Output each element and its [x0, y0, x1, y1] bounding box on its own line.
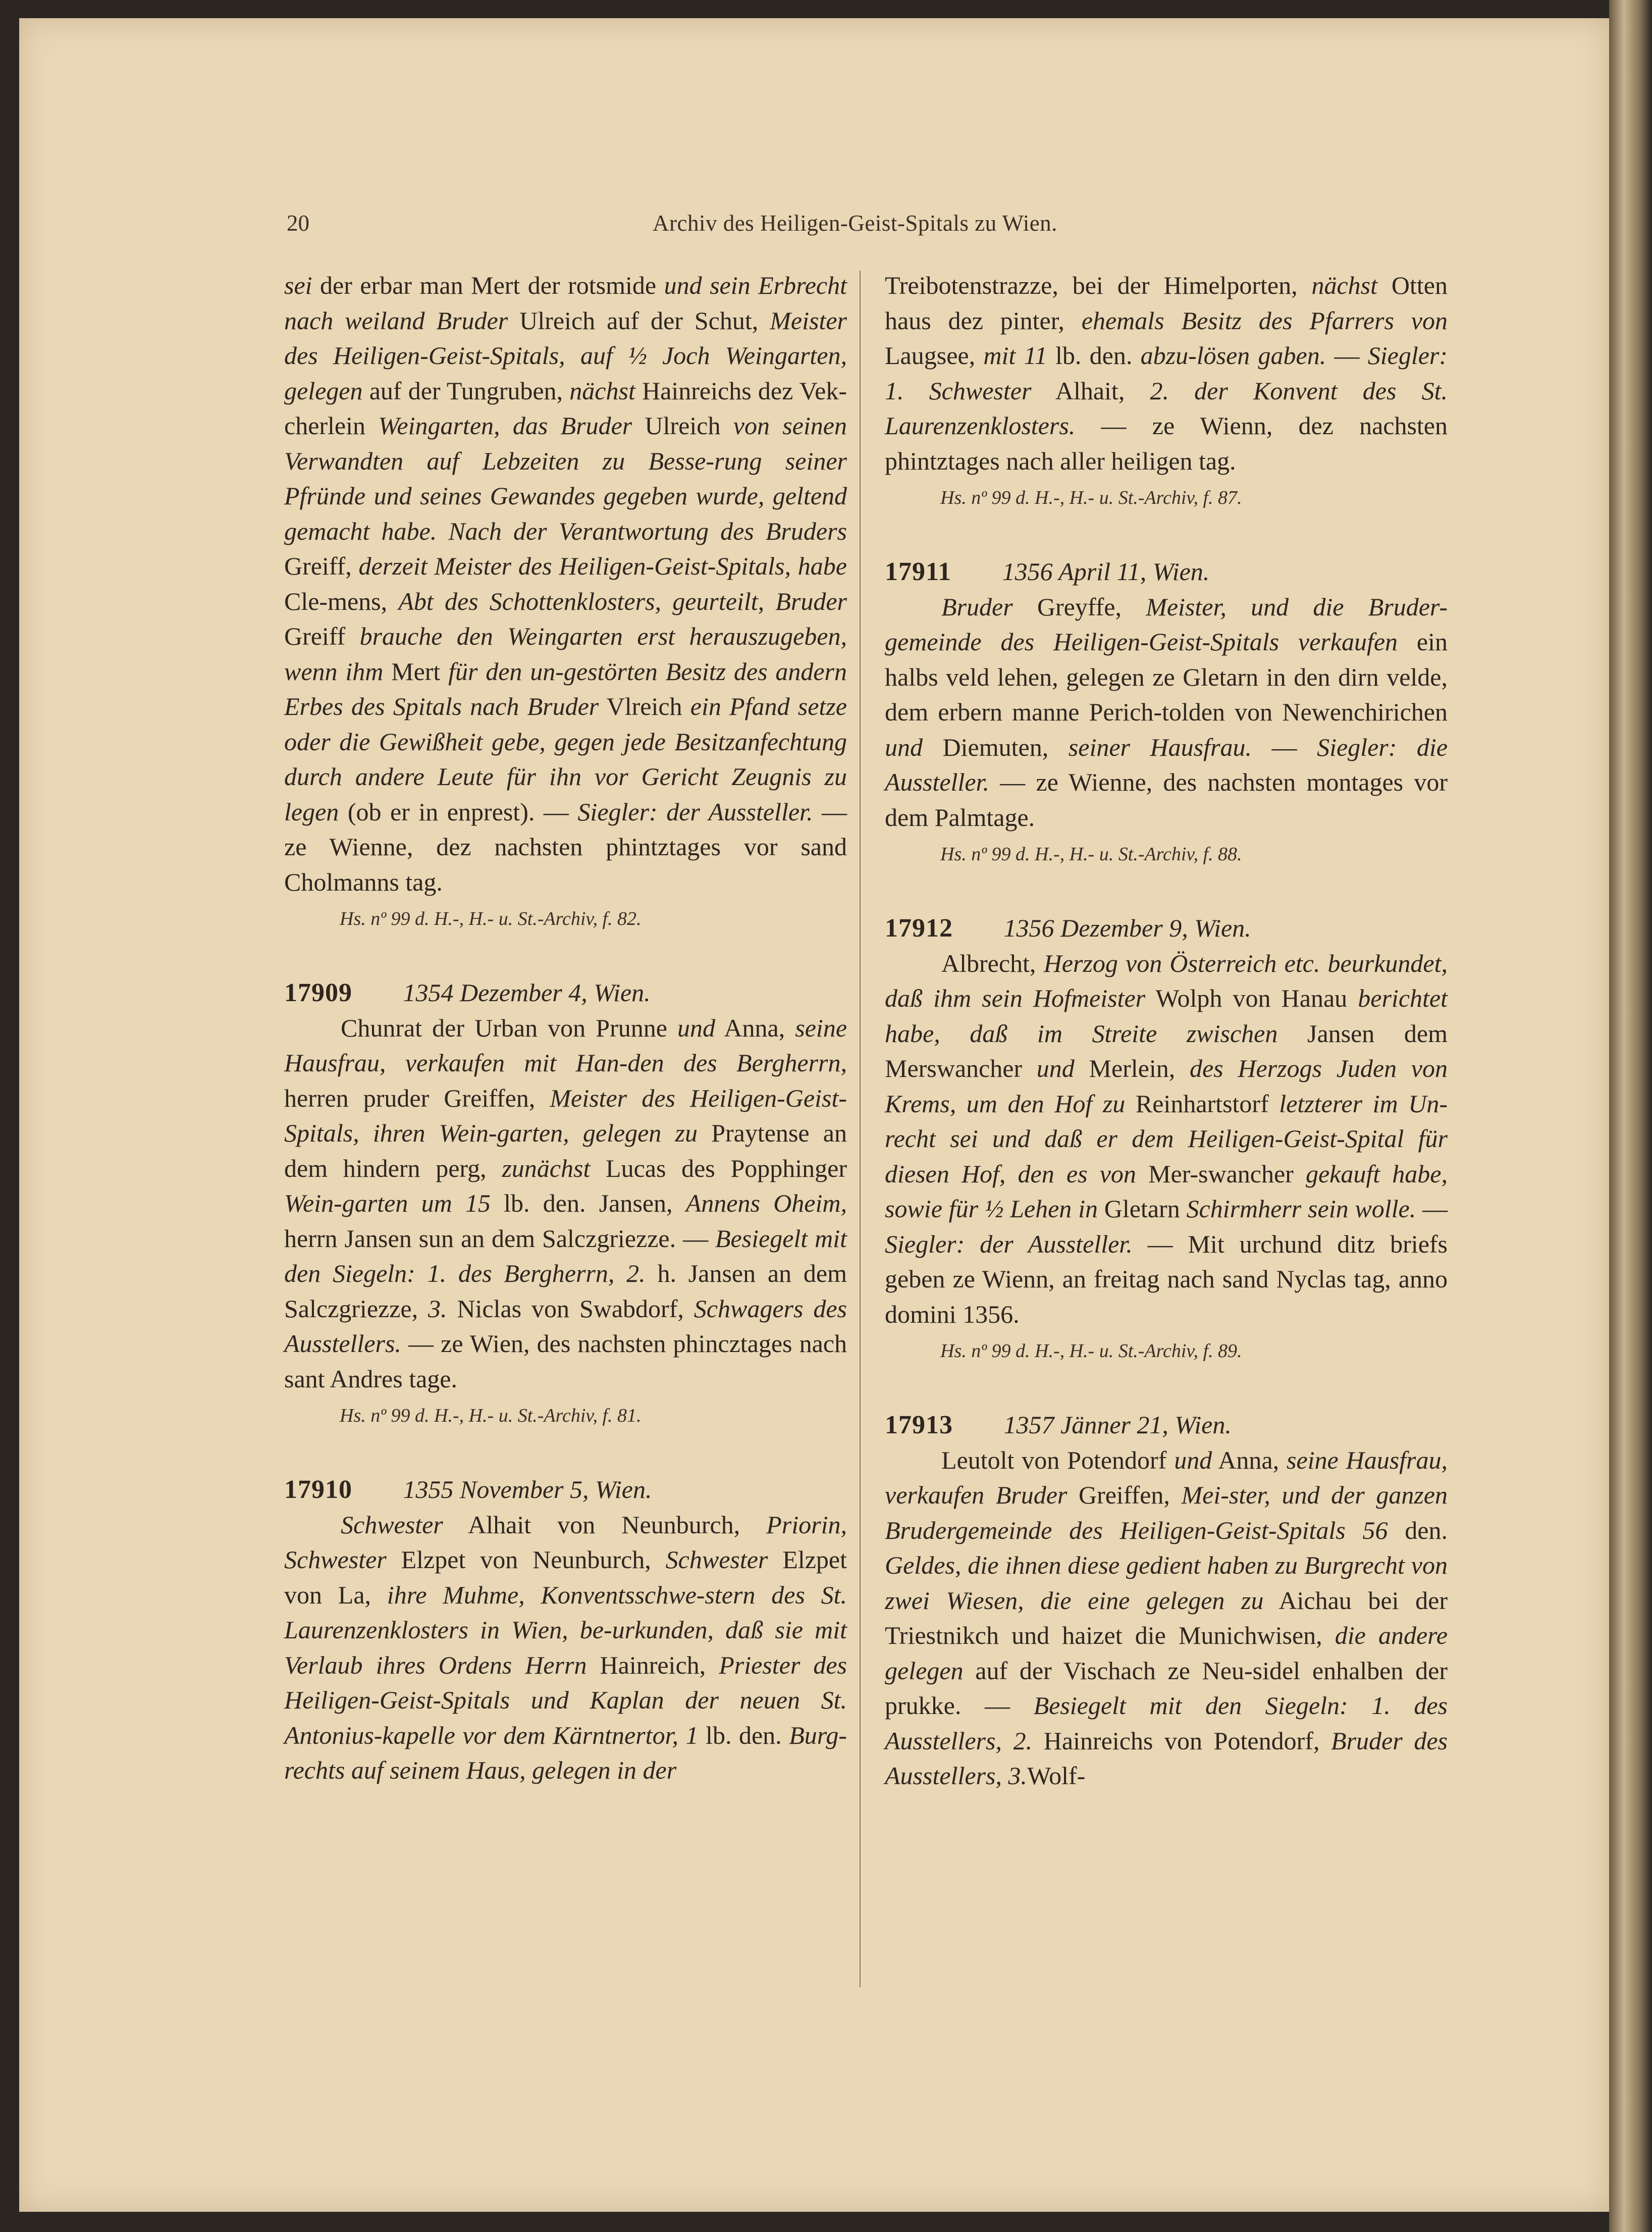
entry-text: Albrecht, Herzog von Österreich etc. beurkundet, daß ihm sein Hofmeister Wolph von Hanau berichtet habe, daß im Streite zwischen Jansen dem Merswancher und Merlein, des Herzogs Juden von Krems, um den Hof zu Reinhartstorf letzterer im Un-recht sei und daß er dem Heiligen-Geist-Spital für diesen Hof, den es von Mer-swancher gekauft habe, sowie für ½ Lehen in Gletarn Schirmherr sein wolle. — Siegler: der Aussteller. — Mit urchund ditz briefs geben ze Wienn, an freitag nach sand Nyclas tag, anno domini 1356. [885, 949, 1448, 1328]
page-number: 20 [287, 211, 309, 236]
charter-entry [284, 975, 847, 1431]
page-header [19, 210, 1609, 250]
charter-entry [885, 554, 1448, 869]
charter-entry [885, 911, 1448, 1366]
entry-date: 1354 Dezember 4, Wien. [403, 978, 651, 1007]
column-divider [860, 271, 861, 1987]
entry-number: 17913 [885, 1411, 953, 1439]
charter-entry [885, 1408, 1448, 1794]
entry-text: Chunrat der Urban von Prunne und Anna, seine Hausfrau, verkaufen mit Han-den des Bergherrn, herren pruder Greiffen, Meister des Heiligen-Geist-Spitals, ihren Wein-garten, gelegen zu Praytense an dem hindern perg, zunächst Lucas des Popphinger Wein-garten um 15 lb. den. Jansen, Annens Oheim, herrn Jansen sun an dem Salczgriezze. — Besiegelt mit den Siegeln: 1. des Bergherrn, 2. h. Jansen an dem Salczgriezze, 3. Niclas von Swabdorf, Schwagers des Ausstellers. — ze Wien, des nachsten phincztages nach sant Andres tage. [284, 1013, 847, 1393]
entry-date: 1355 November 5, Wien. [403, 1475, 652, 1503]
left-column [284, 268, 847, 1788]
book-spine [1609, 0, 1652, 2232]
document-page [19, 18, 1609, 2212]
entry-text: Schwester Alhait von Neunburch, Priorin, Schwester Elzpet von Neunburch, Schwester Elzpet von La, ihre Muhme, Konventsschwe-stern des St. Laurenzenklosters in Wien, be-urkunden, daß sie mit Verlaub ihres Ordens Herrn Hainreich, Priester des Heiligen-Geist-Spitals und Kaplan der neuen St. Antonius-kapelle vor dem Kärntnertor, 1 lb. den. Burg-rechts auf seinem Haus, gelegen in der [284, 1510, 847, 1784]
entry-number: 17912 [885, 914, 953, 943]
source-citation: Hs. nº 99 d. H.-, H.- u. St.-Archiv, f. 87. [940, 487, 1242, 508]
entry-number: 17909 [284, 978, 352, 1007]
source-citation: Hs. nº 99 d. H.-, H.- u. St.-Archiv, f. 88. [940, 844, 1242, 865]
source-citation: Hs. nº 99 d. H.-, H.- u. St.-Archiv, f. 81. [340, 1405, 642, 1426]
entry-date: 1357 Jänner 21, Wien. [1003, 1411, 1232, 1439]
entry-text: Leutolt von Potendorf und Anna, seine Hausfrau, verkaufen Bruder Greiffen, Mei-ster, und der ganzen Brudergemeinde des Heiligen-Geist-Spitals 56 den. Geldes, die ihnen diese gedient haben zu Burgrecht von zwei Wiesen, die eine gelegen zu Aichau bei der Triestnikch und haizet die Munichwisen, die andere gelegen auf der Vischach ze Neu-sidel enhalben der prukke. — Besiegelt mit den Siegeln: 1. des Ausstellers, 2. Hainreichs von Potendorf, Bruder des Ausstellers, 3.Wolf- [885, 1445, 1448, 1790]
continuation-text: sei der erbar man Mert der rotsmide und sein Erbrecht nach weiland Bruder Ulreich auf der Schut, Meister des Heiligen-Geist-Spitals, auf ½ Joch Weingarten, gelegen auf der Tungruben, nächst Hainreichs dez Vek-cherlein Weingarten, das Bruder Ulreich von seinen Verwandten auf Lebzeiten zu Besse-rung seiner Pfründe und seines Gewandes gegeben wurde, geltend gemacht habe. Nach der Verantwortung des Bruders Greiff, derzeit Meister des Heiligen-Geist-Spitals, habe Cle-mens, Abt des Schottenklosters, geurteilt, Bruder Greiff brauche den Weingarten erst herauszugeben, wenn ihm Mert für den un-gestörten Besitz des andern Erbes des Spitals nach Bruder Vlreich ein Pfand setze oder die Gewißheit gebe, gegen jede Besitzanfechtung durch andere Leute für ihn vor Gericht Zeugnis zu legen (ob er in enprest). — Siegler: der Aussteller. — ze Wienne, dez nachsten phintztages vor sand Cholmanns tag. [284, 271, 847, 896]
entry-date: 1356 April 11, Wien. [1002, 557, 1210, 586]
entry-text: Bruder Greyffe, Meister, und die Bruder-gemeinde des Heiligen-Geist-Spitals verkaufen ein halbs veld lehen, gelegen ze Gletarn in den dirn velde, dem erbern manne Perich-tolden von Newenchirichen und Diemuten, seiner Hausfrau. — Siegler: die Aussteller. — ze Wienne, des nachsten montages vor dem Palmtage. [885, 592, 1448, 832]
source-citation: Hs. nº 99 d. H.-, H.- u. St.-Archiv, f. 82. [340, 908, 642, 929]
entry-date: 1356 Dezember 9, Wien. [1003, 914, 1251, 942]
source-citation: Hs. nº 99 d. H.-, H.- u. St.-Archiv, f. 89. [940, 1340, 1242, 1362]
entry-number: 17910 [284, 1475, 352, 1504]
running-title: Archiv des Heiligen-Geist-Spitals zu Wien. [653, 211, 1057, 236]
continuation-text: Treibotenstrazze, bei der Himelporten, nächst Otten haus dez pinter, ehemals Besitz des Pfarrers von Laugsee, mit 11 lb. den. abzu-lösen gaben. — Siegler: 1. Schwester Alhait, 2. der Konvent des St. Laurenzenklosters. — ze Wienn, dez nachsten phintztages nach aller heiligen tag. [885, 271, 1448, 475]
charter-entry [284, 1472, 847, 1788]
right-column [885, 268, 1448, 1794]
entry-number: 17911 [885, 557, 952, 586]
